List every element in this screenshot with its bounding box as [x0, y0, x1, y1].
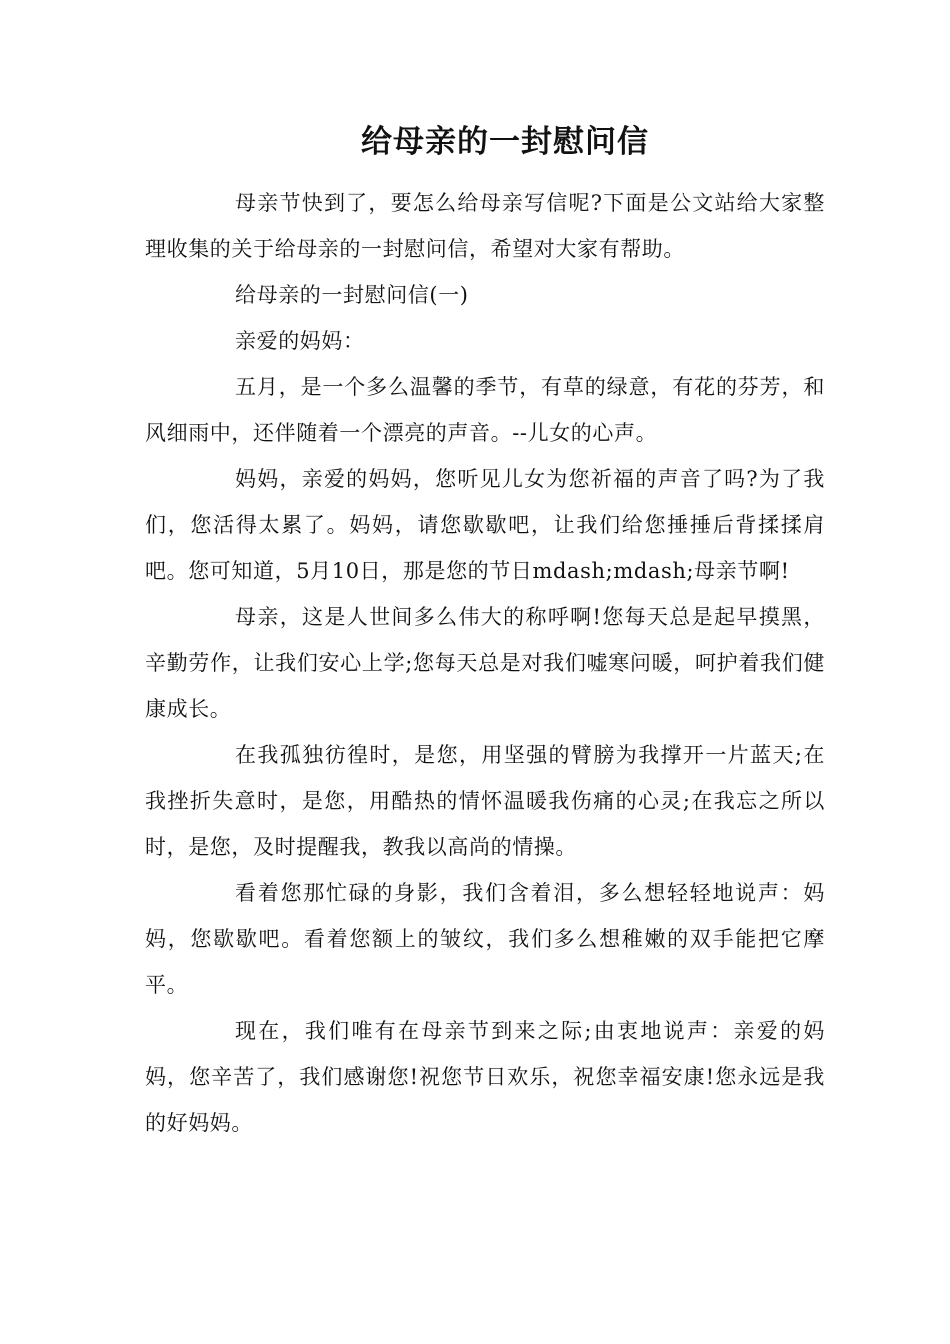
document-body [145, 180, 825, 1146]
body-paragraph: 妈妈，亲爱的妈妈，您听见儿女为您祈福的声音了吗?为了我们，您活得太累了。妈妈，请您歇歇吧，让我们给您捶捶后背揉揉肩吧。您可知道，5月10日，那是您的节日mdash;mdash;母亲节啊! [145, 467, 825, 583]
body-paragraph: 现在，我们唯有在母亲节到来之际;由衷地说声：亲爱的妈妈，您辛苦了，我们感谢您!祝您节日欢乐，祝您幸福安康!您永远是我的好妈妈。 [145, 1019, 825, 1135]
body-paragraph: 五月，是一个多么温馨的季节，有草的绿意，有花的芬芳，和风细雨中，还伴随着一个漂亮的声音。--儿女的心声。 [145, 375, 825, 445]
document-title: 给母亲的一封慰问信 [361, 124, 649, 160]
body-paragraph: 母亲，这是人世间多么伟大的称呼啊!您每天总是起早摸黑，辛勤劳作，让我们安心上学;您每天总是对我们嘘寒问暖，呵护着我们健康成长。 [145, 605, 825, 721]
body-paragraph: 在我孤独彷徨时，是您，用坚强的臂膀为我撑开一片蓝天;在我挫折失意时，是您，用酷热的情怀温暖我伤痛的心灵;在我忘之所以时，是您，及时提醒我，教我以高尚的情操。 [145, 743, 825, 859]
intro-paragraph: 母亲节快到了，要怎么给母亲写信呢?下面是公文站给大家整理收集的关于给母亲的一封慰问信，希望对大家有帮助。 [145, 191, 825, 261]
section-heading: 给母亲的一封慰问信(一) [235, 283, 469, 307]
salutation: 亲爱的妈妈： [235, 329, 365, 353]
body-paragraph: 看着您那忙碌的身影，我们含着泪，多么想轻轻地说声：妈妈，您歇歇吧。看着您额上的皱纹，我们多么想稚嫩的双手能把它摩平。 [145, 881, 825, 997]
